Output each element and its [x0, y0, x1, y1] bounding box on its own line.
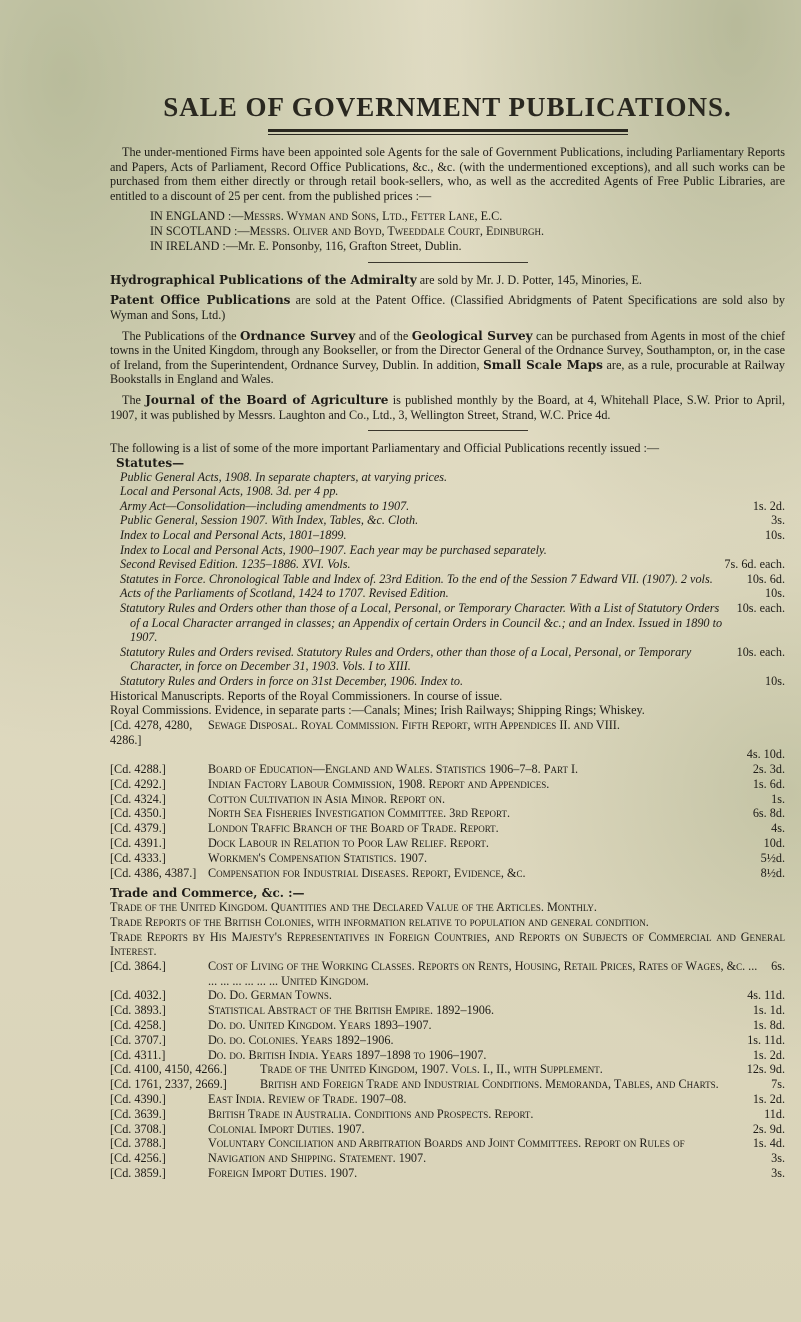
statute-item	[110, 528, 785, 543]
command-row	[110, 762, 785, 777]
command-title: North Sea Fisheries Investigation Committee. 3rd Report.	[208, 806, 511, 821]
command-title: British Trade in Australia. Conditions and Prospects. Report.	[208, 1106, 534, 1121]
statute-price: 1s. 2d.	[752, 498, 785, 513]
command-title: Statistical Abstract of the British Empire. 1892–1906.	[208, 1003, 494, 1018]
command-number: [Cd. 4350.]	[110, 806, 166, 821]
command-row	[110, 836, 785, 851]
title-rule-thick	[268, 129, 628, 132]
command-price: 3s.	[771, 1165, 785, 1180]
statute-price: 7s. 6d. each.	[724, 557, 785, 572]
command-number: [Cd. 4311.]	[110, 1047, 166, 1062]
royal-sewage-row	[110, 718, 785, 748]
trade-row	[110, 1033, 785, 1048]
command-number: [Cd. 3707.]	[110, 1032, 166, 1047]
statute-price: 10s.	[765, 674, 785, 689]
command-price: 1s. 6d.	[752, 776, 785, 791]
command-price: 1s. 4d.	[752, 1136, 785, 1151]
command-title: Navigation and Shipping. Statement. 1907.	[208, 1151, 427, 1166]
command-row	[110, 777, 785, 792]
command-title: Do. do. United Kingdom. Years 1893–1907.	[208, 1017, 432, 1032]
agent-scotland	[110, 224, 785, 239]
command-title: Cotton Cultivation in Asia Minor. Report on.	[208, 791, 446, 806]
command-price: 6s. 8d.	[752, 806, 785, 821]
trade-line: Trade of the United Kingdom. Quantities and the Declared Value of the Articles. Monthly.	[110, 900, 597, 915]
historical-manuscripts: Historical Manuscripts. Reports of the Royal Commissioners. In course of issue.	[110, 688, 503, 703]
statute-title: Army Act—Consolidation—including amendments to 1907.	[120, 498, 410, 513]
trade-row	[110, 1136, 785, 1151]
command-number: [Cd. 1761, 2337, 2669.]	[110, 1077, 227, 1092]
command-number: [Cd. 3893.]	[110, 1003, 166, 1018]
agent-england	[110, 209, 785, 224]
command-number: [Cd. 4333.]	[110, 850, 166, 865]
trade-row	[110, 1151, 785, 1166]
command-title: Colonial Import Duties. 1907.	[208, 1121, 365, 1136]
command-title: Compensation for Industrial Diseases. Report, Evidence, &c.	[208, 865, 526, 880]
journal-note: The Journal of the Board of Agriculture is published monthly by the Board, at 4, Whitehall Place, S.W. Prior to April, 1907, it was published by Messrs. Laughton and Co., Ltd., 3, Wellington Street, Strand, W.C. Price 4d.	[110, 392, 785, 422]
command-row	[110, 851, 785, 866]
statute-title: Statutory Rules and Orders other than those of a Local, Personal, or Temporary Character. With a List of Statutory Orders of a Local Character arranged in classes; an Appendix of certain Orders in Council &c.; and an Index. Issued in 1890 to 1907.	[120, 601, 723, 645]
statute-price: 10s.	[765, 586, 785, 601]
command-number: [Cd. 4258.]	[110, 1017, 166, 1032]
command-number: [Cd. 4391.]	[110, 835, 166, 850]
statute-title: Second Revised Edition. 1235–1886. XVI. Vols.	[120, 557, 351, 572]
page-title: SALE OF GOVERNMENT PUBLICATIONS.	[163, 92, 732, 122]
statute-item	[110, 470, 785, 485]
agent-ireland	[110, 239, 785, 254]
agent-firm: Messrs. Wyman and Sons, Ltd., Fetter Lane, E.C.	[243, 209, 503, 224]
statutes-list	[110, 470, 785, 689]
statute-item	[110, 674, 785, 689]
trade-row	[110, 1107, 785, 1122]
command-title: Do. do. British India. Years 1897–1898 to 1906–1907.	[208, 1047, 487, 1062]
command-title: London Traffic Branch of the Board of Trade. Report.	[208, 821, 499, 836]
trade-row	[110, 959, 785, 989]
command-number: [Cd. 3639.]	[110, 1106, 166, 1121]
command-price: 7s.	[771, 1077, 785, 1092]
statute-item	[110, 645, 785, 674]
command-price: 2s. 3d.	[752, 761, 785, 776]
command-price: 5½d.	[760, 850, 785, 865]
agent-firm: Messrs. Oliver and Boyd, Tweeddale Court, Edinburgh.	[249, 224, 545, 239]
patent-note: Patent Office Publications are sold at the Patent Office. (Classified Abridgments of Patent Specifications are sold also by Wyman and Sons, Ltd.)	[110, 293, 785, 322]
statute-item	[110, 586, 785, 601]
trade-row	[110, 1077, 785, 1092]
statute-title: Statutes in Force. Chronological Table and Index of. 23rd Edition. To the end of the Session 7 Edward VII. (1907). 2 vols.	[120, 571, 713, 586]
command-title: Dock Labour in Relation to Poor Law Relief. Report.	[208, 835, 489, 850]
agent-region: IN ENGLAND :—	[150, 209, 244, 224]
trade-items-list	[110, 959, 785, 1181]
command-price: 8½d.	[760, 865, 785, 880]
command-title: Do. do. Colonies. Years 1892–1906.	[208, 1032, 394, 1047]
command-price: 11d.	[764, 1106, 785, 1121]
hydrographical-note: Hydrographical Publications of the Admiralty are sold by Mr. J. D. Potter, 145, Minories, E.	[110, 272, 642, 287]
agent-region: IN IRELAND :—	[150, 238, 239, 253]
command-price: 1s. 2d.	[752, 1091, 785, 1106]
statute-title: Public General Acts, 1908. In separate chapters, at varying prices.	[120, 469, 448, 484]
command-title: British and Foreign Trade and Industrial Conditions. Memoranda, Tables, and Charts.	[260, 1077, 719, 1092]
trade-row	[110, 1092, 785, 1107]
statute-title: Public General, Session 1907. With Index, Tables, &c. Cloth.	[120, 513, 419, 528]
statute-item	[110, 499, 785, 514]
section-rule	[368, 430, 528, 431]
statute-title: Local and Personal Acts, 1908. 3d. per 4 pp.	[120, 484, 339, 499]
command-title: Trade of the United Kingdom, 1907. Vols. I., II., with Supplement.	[260, 1062, 603, 1077]
agents-list	[110, 209, 785, 253]
command-price: 1s. 11d.	[747, 1032, 785, 1047]
command-price: 3s.	[771, 1151, 785, 1166]
statute-price: 3s.	[771, 513, 785, 528]
command-number: [Cd. 4324.]	[110, 791, 166, 806]
command-price: 2s. 9d.	[752, 1121, 785, 1136]
command-price: 12s. 9d.	[746, 1062, 785, 1077]
command-title: Do. Do. German Towns.	[208, 988, 332, 1003]
trade-heading: Trade and Commerce, &c. :—	[110, 886, 305, 901]
command-price: 1s. 1d.	[752, 1003, 785, 1018]
title-rule-thin	[268, 134, 628, 135]
ordnance-note: The Publications of the Ordnance Survey and of the Geological Survey can be purchased from Agents in most of the chief towns in the United Kingdom, through any Bookseller, or from the Director General of the Ordnance Survey, Southampton, or, in the case of Ireland, from the Superintendent, Ordnance Survey, Dublin. In addition, Small Scale Maps are, as a rule, procurable at Railway Bookstalls in England and Wales.	[110, 328, 786, 387]
command-title: Indian Factory Labour Commission, 1908. Report and Appendices.	[208, 776, 550, 791]
command-number: [Cd. 4292.]	[110, 776, 166, 791]
command-number: [Cd. 3708.]	[110, 1121, 166, 1136]
agent-firm: Mr. E. Ponsonby, 116, Grafton Street, Dublin.	[238, 238, 462, 253]
command-price: 4s.	[771, 821, 785, 836]
trade-row	[110, 988, 785, 1003]
command-title: Board of Education—England and Wales. Statistics 1906–7–8. Part I.	[208, 761, 579, 776]
intro-paragraph: The under-mentioned Firms have been appointed sole Agents for the sale of Government Publications, including Parliamentary Reports and Papers, Acts of Parliament, Record Office Publications, &c., &c. (with the undermentioned exceptions), and all such works can be purchased from them either directly or through retail book-sellers, who, as well as the accredited Agents of Free Public Libraries, are entitled to a discount of 25 per cent. from the published prices :—	[110, 145, 785, 203]
command-number: [Cd. 4278, 4280, 4286.]	[110, 717, 193, 747]
statute-title: Statutory Rules and Orders revised. Statutory Rules and Orders, other than those of a Local, Personal, or Temporary Character, in force on December 31, 1903. Vols. I to XIII.	[120, 644, 692, 674]
statute-price: 10s.	[765, 528, 785, 543]
statute-title: Acts of the Parliaments of Scotland, 1424 to 1707. Revised Edition.	[120, 586, 449, 601]
statute-item	[110, 572, 785, 587]
list-intro: The following is a list of some of the more important Parliamentary and Official Publications recently issued :—	[110, 441, 660, 456]
statute-title: Index to Local and Personal Acts, 1900–1907. Each year may be purchased separately.	[120, 542, 547, 557]
command-price: 4s. 11d.	[747, 988, 785, 1003]
trade-row	[110, 1166, 785, 1181]
command-number: [Cd. 3788.]	[110, 1136, 166, 1151]
trade-lines	[110, 900, 785, 958]
command-number: [Cd. 3864.]	[110, 958, 166, 973]
royal-sewage-price: 4s. 10d.	[746, 747, 785, 762]
command-price: 10d.	[763, 835, 785, 850]
command-price: 6s.	[771, 958, 785, 973]
command-number: [Cd. 3859.]	[110, 1165, 166, 1180]
statutes-heading: Statutes—	[116, 455, 185, 470]
command-price: 1s.	[771, 791, 785, 806]
statute-title: Statutory Rules and Orders in force on 31st December, 1906. Index to.	[120, 674, 463, 689]
command-price: 1s. 8d.	[752, 1017, 785, 1032]
command-title: Workmen's Compensation Statistics. 1907.	[208, 850, 428, 865]
command-title: Foreign Import Duties. 1907.	[208, 1165, 358, 1180]
trade-row	[110, 1003, 785, 1018]
trade-line: Trade Reports by His Majesty's Representatives in Foreign Countries, and Reports on Subjects of Commercial and General Interest.	[110, 929, 785, 959]
trade-row	[110, 1122, 785, 1137]
trade-row	[110, 1018, 785, 1033]
agent-region: IN SCOTLAND :—	[150, 224, 250, 239]
command-row	[110, 821, 785, 836]
command-papers-list	[110, 762, 785, 880]
command-number: [Cd. 4100, 4150, 4266.]	[110, 1062, 227, 1077]
command-number: [Cd. 4256.]	[110, 1151, 166, 1166]
statute-item	[110, 484, 785, 499]
command-number: [Cd. 4379.]	[110, 821, 166, 836]
trade-row	[110, 1062, 785, 1077]
statute-item	[110, 513, 785, 528]
command-row	[110, 866, 785, 881]
royal-commissions: Royal Commissions. Evidence, in separate parts :—Canals; Mines; Irish Railways; Shipping Rings; Whiskey.	[110, 703, 645, 718]
section-rule	[368, 262, 528, 263]
statute-item	[110, 543, 785, 558]
statute-item	[110, 601, 785, 645]
statute-item	[110, 557, 785, 572]
command-row	[110, 806, 785, 821]
command-title: Sewage Disposal. Royal Commission. Fifth Report, with Appendices II. and VIII.	[208, 717, 620, 732]
command-title: Cost of Living of the Working Classes. Reports on Rents, Housing, Retail Prices, Rates of Wages, &c. ... ... ... ... ... ... ... United Kingdom.	[208, 958, 758, 988]
statute-title: Index to Local and Personal Acts, 1801–1899.	[120, 528, 347, 543]
statute-price: 10s. each.	[736, 644, 785, 659]
command-number: [Cd. 4390.]	[110, 1091, 166, 1106]
statute-price: 10s. each.	[736, 601, 785, 616]
command-title: East India. Review of Trade. 1907–08.	[208, 1091, 407, 1106]
command-title: Voluntary Conciliation and Arbitration Boards and Joint Committees. Report on Rules of	[208, 1136, 685, 1151]
command-number: [Cd. 4386, 4387.]	[110, 865, 197, 880]
command-number: [Cd. 4032.]	[110, 988, 166, 1003]
command-price: 1s. 2d.	[752, 1047, 785, 1062]
statute-price: 10s. 6d.	[746, 571, 785, 586]
trade-row	[110, 1048, 785, 1063]
command-row	[110, 792, 785, 807]
trade-line: Trade Reports of the British Colonies, with information relative to population and general condition.	[110, 914, 649, 929]
command-number: [Cd. 4288.]	[110, 761, 166, 776]
